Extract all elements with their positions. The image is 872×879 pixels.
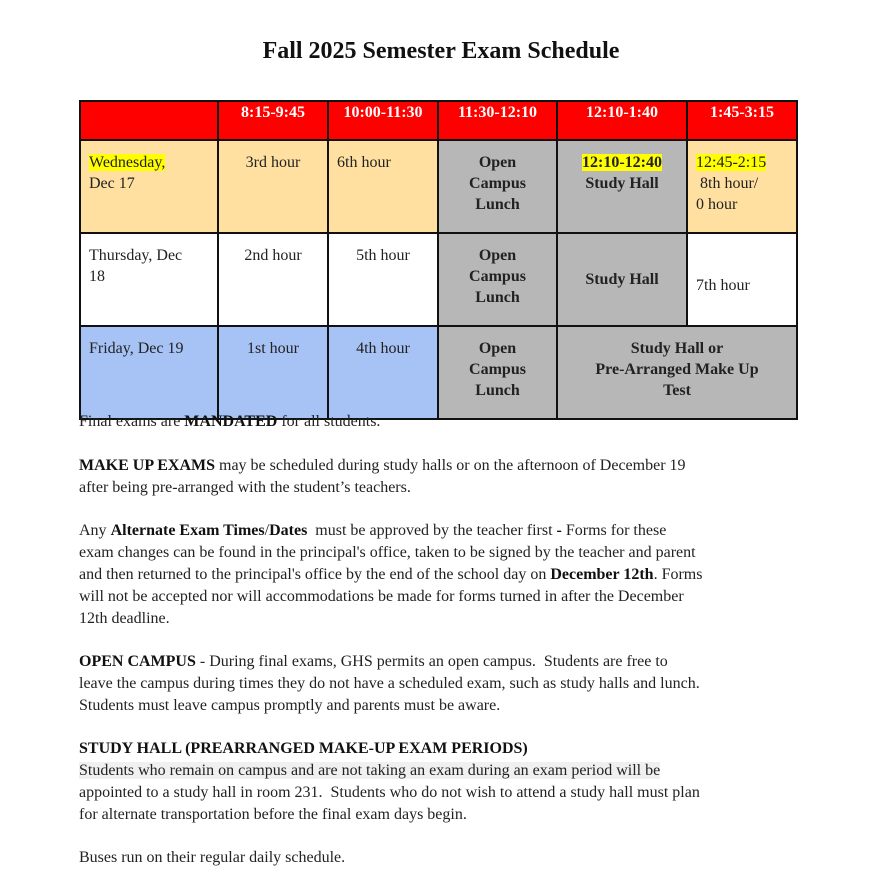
note-bold: MANDATED [184, 413, 278, 430]
day-cell-friday: Friday, Dec 19 [80, 326, 218, 419]
exam-cell: 1st hour [218, 326, 328, 419]
exam-cell-last [687, 140, 797, 233]
lunch-line: Lunch [475, 196, 520, 213]
lunch-line: Open [478, 340, 517, 357]
day-label-line1: Thursday, Dec [89, 247, 183, 264]
lunch-line: Campus [469, 361, 526, 378]
header-lunch: 11:30-12:10 [438, 101, 557, 140]
table-header-row [80, 101, 797, 140]
day-cell-thursday [80, 233, 218, 326]
note-bold: OPEN CAMPUS [79, 653, 196, 670]
lunch-line: Lunch [475, 382, 520, 399]
last-line1: 8th hour/ [700, 175, 759, 192]
note-text: - During final exams, GHS permits an open campus. Students are free to [195, 653, 668, 670]
lunch-cell [438, 140, 557, 233]
lunch-cell [438, 233, 557, 326]
note-text: Forms for these [561, 522, 667, 539]
lunch-line: Lunch [475, 289, 520, 306]
table-row-friday [80, 326, 797, 419]
note-bold: - [556, 522, 562, 539]
study-time-highlight: 12:10-12:40 [582, 154, 662, 171]
day-cell-wednesday [80, 140, 218, 233]
study-hall-heading: STUDY HALL (PREARRANGED MAKE-UP EXAM PERIODS) [79, 740, 528, 757]
day-label-line2: Dec 17 [89, 175, 135, 192]
note-bold: Alternate Exam Times [110, 522, 265, 539]
lunch-line: Campus [469, 268, 526, 285]
study-hall-cell [557, 140, 687, 233]
lunch-cell [438, 326, 557, 419]
note-text: exam changes can be found in the principal's office, taken to be signed by the teacher and parent [79, 544, 696, 561]
day-label-line2: 18 [89, 268, 105, 285]
header-period-4: 1:45-3:15 [687, 101, 797, 140]
merged-line: Pre-Arranged Make Up [595, 361, 759, 378]
note-makeup-exams [79, 455, 799, 499]
header-period-2: 10:00-11:30 [328, 101, 438, 140]
note-bold: December 12th [550, 566, 654, 583]
note-buses: Buses run on their regular daily schedule. [79, 849, 346, 866]
note-text: after being pre-arranged with the student’s teachers. [79, 479, 411, 496]
merged-line: Study Hall or [630, 340, 724, 357]
table-row-wednesday [80, 140, 797, 233]
note-open-campus [79, 651, 799, 717]
note-text: Final exams are [79, 413, 185, 430]
note-text: for alternate transportation before the final exam days begin. [79, 806, 467, 823]
day-label-line1: Wednesday, [89, 154, 166, 171]
note-text: may be scheduled during study halls or on the afternoon of December 19 [215, 457, 686, 474]
note-text: 12th deadline. [79, 610, 170, 627]
note-text: must be approved by the teacher first [307, 522, 557, 539]
exam-cell: 6th hour [328, 140, 438, 233]
note-text: Any [79, 522, 111, 539]
exam-schedule-table [79, 100, 798, 420]
note-mandated [79, 411, 799, 433]
lunch-line: Open [478, 247, 517, 264]
study-hall-label: Study Hall [585, 175, 659, 192]
note-text: and then returned to the principal's office by the end of the school day on [79, 566, 551, 583]
note-text: leave the campus during times they do not have a scheduled exam, such as study halls and lunch. [79, 675, 700, 692]
note-bold: MAKE UP EXAMS [79, 457, 215, 474]
note-text: will not be accepted nor will accommodations be made for forms turned in after the December [79, 588, 684, 605]
note-text: Students must leave campus promptly and parents must be aware. [79, 697, 501, 714]
note-bold: Dates [269, 522, 308, 539]
exam-cell-last: 7th hour [687, 233, 797, 326]
note-alternate-exams [79, 520, 799, 630]
study-hall-makeup-cell [557, 326, 797, 419]
last-line2: 0 hour [696, 196, 738, 213]
note-text: / [264, 522, 270, 539]
header-corner [80, 101, 218, 140]
lunch-line: Open [478, 154, 517, 171]
exam-cell: 2nd hour [218, 233, 328, 326]
header-period-3: 12:10-1:40 [557, 101, 687, 140]
exam-cell: 5th hour [328, 233, 438, 326]
last-time-highlight: 12:45-2:15 [696, 154, 767, 171]
note-study-hall [79, 738, 799, 826]
lunch-line: Campus [469, 175, 526, 192]
page-title: Fall 2025 Semester Exam Schedule [262, 38, 620, 64]
note-text: Students who remain on campus and are not taking an exam during an exam period will be [79, 762, 661, 779]
table-row-thursday [80, 233, 797, 326]
study-hall-cell: Study Hall [557, 233, 687, 326]
note-text: . Forms [653, 566, 703, 583]
exam-cell: 3rd hour [218, 140, 328, 233]
note-text: for all students. [277, 413, 381, 430]
header-period-1: 8:15-9:45 [218, 101, 328, 140]
exam-cell: 4th hour [328, 326, 438, 419]
merged-line: Test [663, 382, 691, 399]
note-text: appointed to a study hall in room 231. Students who do not wish to attend a study hall must plan [79, 784, 700, 801]
